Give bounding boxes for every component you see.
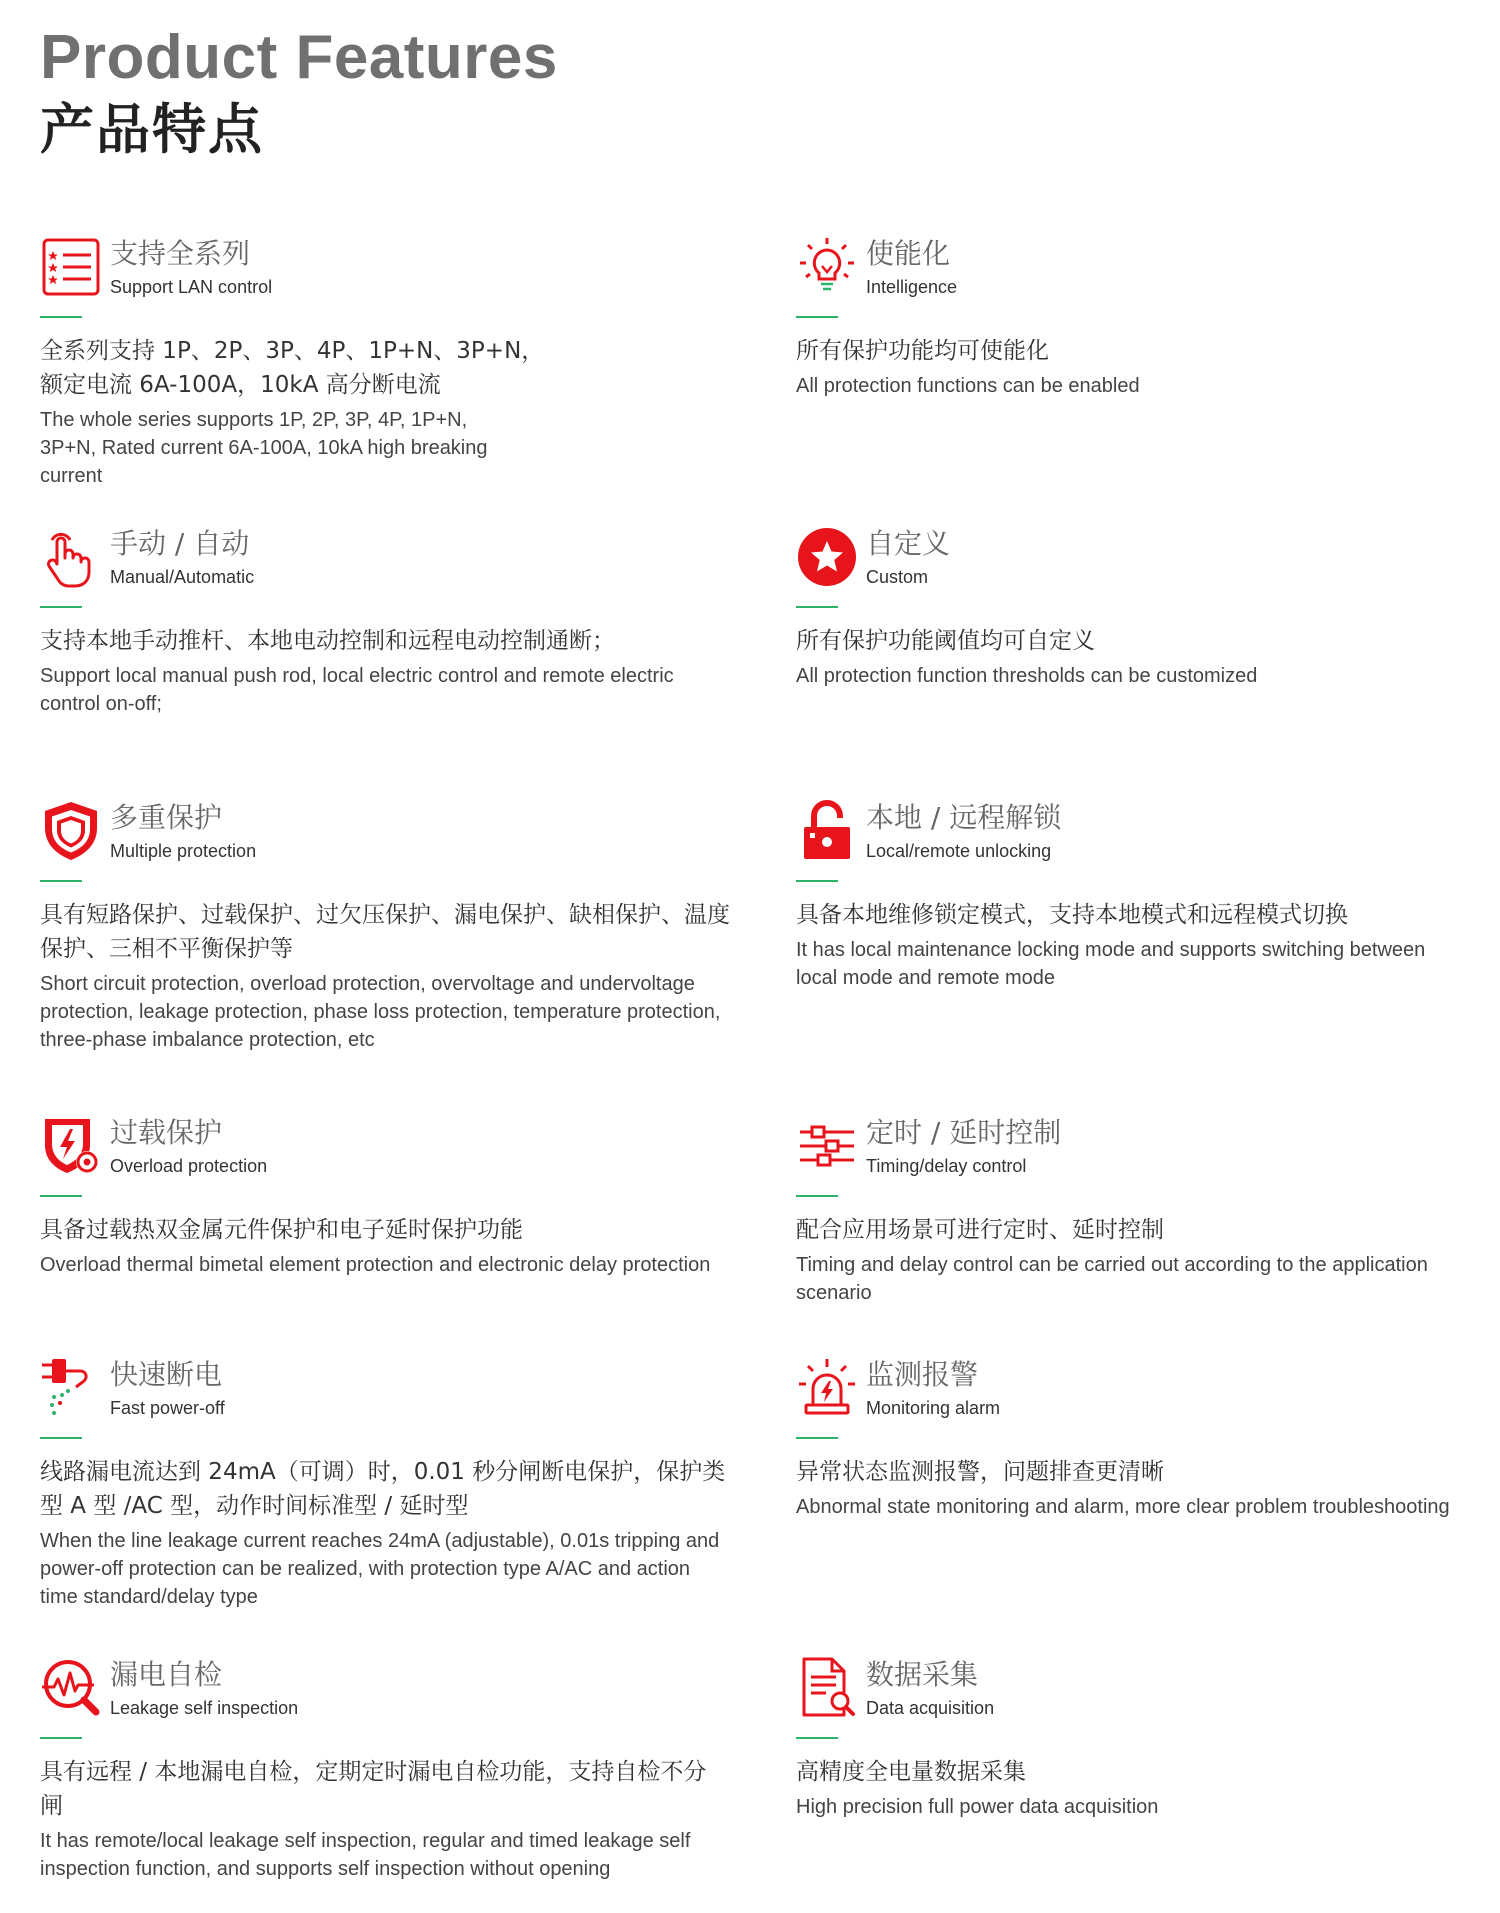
feature-desc-en: The whole series supports 1P, 2P, 3P, 4P, 1P+N, 3P+N, Rated current 6A-100A, 10kA high breaking current — [40, 409, 488, 487]
feature-title-en: Timing/delay control — [866, 1156, 1027, 1176]
document-search-icon — [796, 1657, 858, 1719]
star-badge-icon — [796, 526, 858, 588]
padlock-icon — [796, 800, 858, 862]
feature-title-zh: 使能化 — [866, 237, 951, 270]
green-divider — [796, 316, 838, 318]
feature-desc-zh: 异常状态监测报警，问题排查更清晰 — [796, 1459, 1164, 1485]
feature-desc-en: Timing and delay control can be carried out according to the application scenario — [796, 1254, 1428, 1304]
alarm-light-icon — [796, 1357, 858, 1419]
feature-title-zh: 快速断电 — [110, 1358, 223, 1391]
feature-desc-zh: 线路漏电流达到 24mA（可调）时，0.01 秒分闸断电保护，保护类型 A 型 /AC 型，动作时间标准型 / 延时型 — [40, 1459, 726, 1519]
feature-title-zh: 监测报警 — [866, 1358, 979, 1391]
feature-desc-zh: 具有远程 / 本地漏电自检，定期定时漏电自检功能，支持自检不分闸 — [40, 1759, 707, 1819]
page-header — [40, 22, 558, 166]
sliders-icon — [796, 1115, 858, 1177]
feature-desc-en: Short circuit protection, overload protection, overvoltage and undervoltage protection, leakage protection, phase loss protection, temperature protection, three-phase imbalance protection, etc — [40, 973, 721, 1051]
feature-title-en: Multiple protection — [110, 841, 257, 861]
feature-title-en: Fast power-off — [110, 1398, 225, 1418]
feature-title-en: Data acquisition — [866, 1698, 995, 1718]
feature-desc-zh: 具备过载热双金属元件保护和电子延时保护功能 — [40, 1217, 523, 1243]
feature-title-zh: 过载保护 — [110, 1116, 223, 1149]
page-title-en: Product Features — [40, 23, 558, 92]
feature-title-zh: 本地 / 远程解锁 — [866, 801, 1062, 834]
magnifier-pulse-icon — [40, 1657, 102, 1719]
page-title-zh: 产品特点 — [40, 98, 264, 161]
feature-title-zh: 手动 / 自动 — [110, 527, 250, 560]
feature-title-en: Manual/Automatic — [110, 567, 255, 587]
feature-title-zh: 自定义 — [866, 527, 951, 560]
feature-desc-en: High precision full power data acquisition — [796, 1796, 1159, 1818]
feature-title-zh: 漏电自检 — [110, 1658, 223, 1691]
green-divider — [796, 1195, 838, 1197]
green-divider — [40, 880, 82, 882]
feature-title-zh: 数据采集 — [866, 1658, 979, 1691]
feature-desc-en: It has remote/local leakage self inspection, regular and timed leakage self inspection function, and supports self inspection without opening — [40, 1830, 691, 1880]
feature-desc-zh: 支持本地手动推杆、本地电动控制和远程电动控制通断； — [40, 628, 615, 654]
feature-desc-zh: 所有保护功能阈值均可自定义 — [796, 628, 1095, 654]
feature-desc-en: Overload thermal bimetal element protection and electronic delay protection — [40, 1254, 711, 1276]
list-icon — [40, 236, 102, 298]
feature-title-en: Support LAN control — [110, 277, 273, 297]
green-divider — [796, 880, 838, 882]
green-divider — [40, 316, 82, 318]
feature-title-en: Custom — [866, 567, 929, 587]
lightbulb-icon — [796, 236, 858, 298]
green-divider — [40, 1195, 82, 1197]
feature-title-zh: 定时 / 延时控制 — [866, 1116, 1062, 1149]
feature-desc-zh: 高精度全电量数据采集 — [796, 1759, 1026, 1785]
feature-desc-zh: 具备本地维修锁定模式，支持本地模式和远程模式切换 — [796, 902, 1348, 928]
green-divider — [796, 606, 838, 608]
feature-desc-zh: 全系列支持 1P、2P、3P、4P、1P+N、3P+N，额定电流 6A-100A，10kA 高分断电流 — [40, 338, 545, 398]
shield-icon — [40, 800, 102, 862]
feature-desc-en: It has local maintenance locking mode and supports switching between local mode and remote mode — [796, 939, 1426, 989]
green-divider — [796, 1737, 838, 1739]
feature-title-zh: 支持全系列 — [110, 237, 251, 270]
green-divider — [40, 1737, 82, 1739]
feature-desc-zh: 所有保护功能均可使能化 — [796, 338, 1049, 364]
feature-desc-zh: 配合应用场景可进行定时、延时控制 — [796, 1217, 1164, 1243]
feature-title-en: Overload protection — [110, 1156, 268, 1176]
feature-title-en: Local/remote unlocking — [866, 841, 1052, 861]
feature-title-en: Leakage self inspection — [110, 1698, 299, 1718]
green-divider — [40, 606, 82, 608]
green-divider — [796, 1437, 838, 1439]
shield-bolt-icon — [40, 1115, 102, 1177]
feature-desc-en: All protection functions can be enabled — [796, 375, 1140, 397]
feature-desc-en: All protection function thresholds can be customized — [796, 665, 1258, 687]
feature-desc-en: Support local manual push rod, local electric control and remote electric control on-off; — [40, 665, 674, 715]
feature-title-en: Intelligence — [866, 277, 958, 297]
hand-touch-icon — [40, 526, 102, 588]
feature-title-zh: 多重保护 — [110, 801, 223, 834]
feature-desc-en: Abnormal state monitoring and alarm, more clear problem troubleshooting — [796, 1496, 1450, 1518]
unplug-icon — [40, 1357, 102, 1419]
feature-desc-en: When the line leakage current reaches 24mA (adjustable), 0.01s tripping and power-off protection can be realized, with protection type A/AC and action time standard/delay type — [40, 1530, 720, 1608]
feature-title-en: Monitoring alarm — [866, 1398, 1001, 1418]
green-divider — [40, 1437, 82, 1439]
feature-desc-zh: 具有短路保护、过载保护、过欠压保护、漏电保护、缺相保护、温度保护、三相不平衡保护等 — [40, 902, 730, 962]
